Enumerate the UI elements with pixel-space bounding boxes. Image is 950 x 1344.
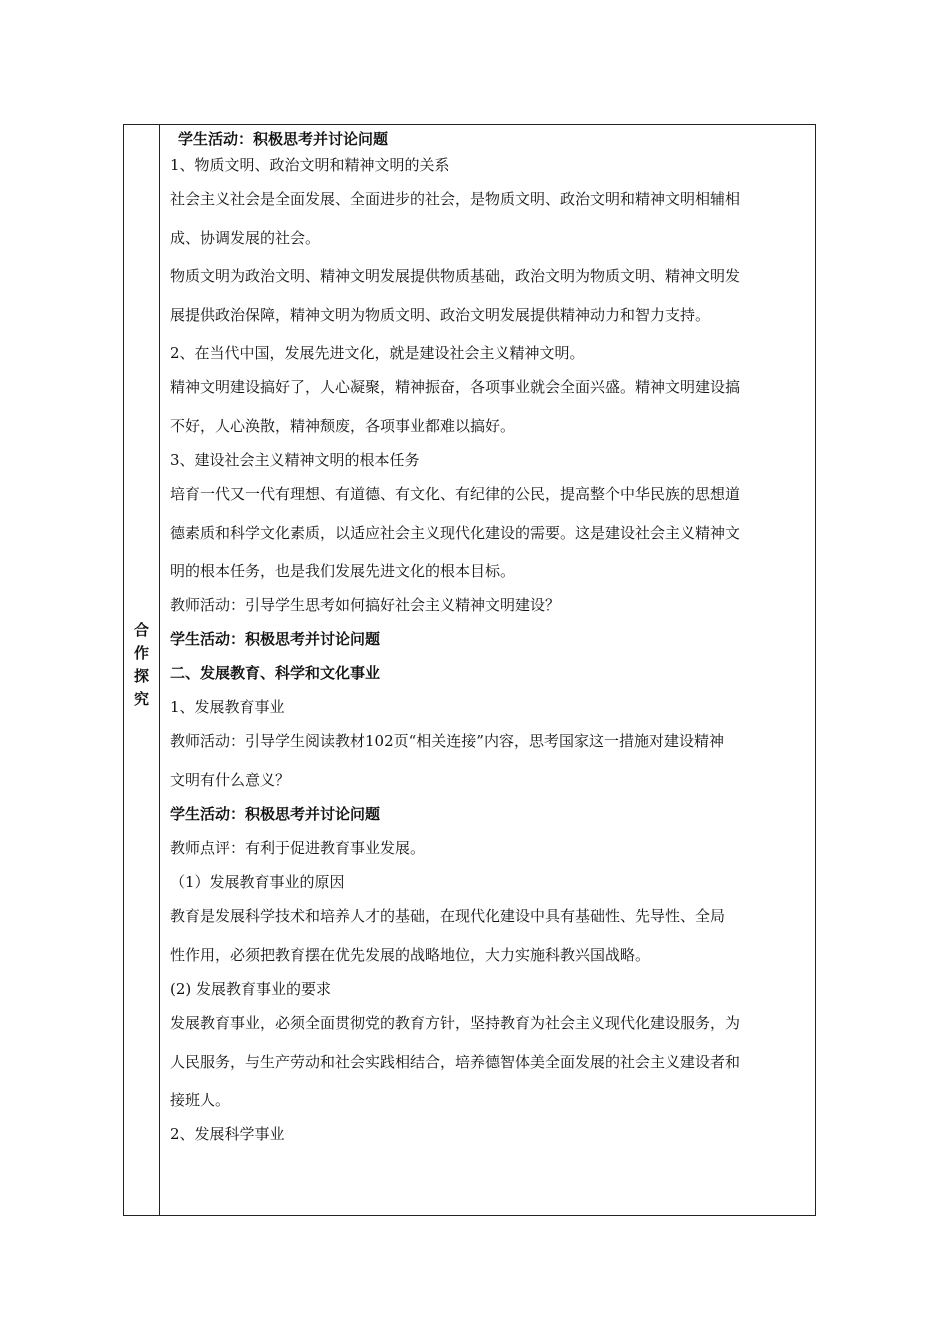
content-cell: [160, 125, 815, 1215]
paragraph-line: 培育一代又一代有理想、有道德、有文化、有纪律的公民，提高整个中华民族的思想道: [170, 485, 741, 503]
paragraph-line: 性作用，必须把教育摆在优先发展的战略地位，大力实施科教兴国战略。: [170, 946, 651, 964]
paragraph-line: 成、协调发展的社会。: [170, 229, 321, 247]
teacher-comment: 教师点评：有利于促进教育事业发展。: [170, 839, 426, 857]
subheading: 2、在当代中国，发展先进文化，就是建设社会主义精神文明。: [170, 344, 585, 362]
paragraph-line: 展提供政治保障，精神文明为物质文明、政治文明发展提供精神动力和智力支持。: [170, 306, 711, 324]
subheading: 1、发展教育事业: [170, 698, 285, 716]
paragraph-line: 发展教育事业，必须全面贯彻党的教育方针，坚持教育为社会主义现代化建设服务，为: [170, 1014, 741, 1032]
subheading: (2) 发展教育事业的要求: [170, 980, 332, 998]
subheading: （1）发展教育事业的原因: [170, 873, 345, 891]
paragraph-line: 物质文明为政治文明、精神文明发展提供物质基础，政治文明为物质文明、精神文明发: [170, 267, 741, 285]
paragraph-line: 精神文明建设搞好了，人心凝聚，精神振奋，各项事业就会全面兴盛。精神文明建设搞: [170, 378, 741, 396]
paragraph-line: 人民服务，与生产劳动和社会实践相结合，培养德智体美全面发展的社会主义建设者和: [170, 1053, 741, 1071]
teacher-activity: 教师活动：引导学生阅读教材102页“相关连接”内容，思考国家这一措施对建设精神: [170, 732, 724, 750]
activity-heading: 学生活动：积极思考并讨论问题: [170, 630, 381, 648]
subheading: 1、物质文明、政治文明和精神文明的关系: [170, 156, 450, 174]
subheading: 2、发展科学事业: [170, 1125, 285, 1143]
activity-heading: 学生活动：积极思考并讨论问题: [170, 805, 381, 823]
lesson-table: [123, 124, 816, 1216]
paragraph-line: 接班人。: [170, 1091, 231, 1109]
paragraph-line: 教育是发展科学技术和培养人才的基础，在现代化建设中具有基础性、先导性、全局: [170, 907, 726, 925]
subheading: 3、建设社会主义精神文明的根本任务: [170, 451, 420, 469]
activity-heading: 学生活动：积极思考并讨论问题: [178, 130, 389, 148]
section-heading: 二、发展教育、科学和文化事业: [170, 664, 381, 682]
paragraph-line: 明的根本任务，也是我们发展先进文化的根本目标。: [170, 562, 516, 580]
paragraph-line: 不好，人心涣散，精神颓废，各项事业都难以搞好。: [170, 417, 516, 435]
paragraph-line: 德素质和科学文化素质，以适应社会主义现代化建设的需要。这是建设社会主义精神文: [170, 524, 741, 542]
section-label: 合作探究: [133, 621, 149, 708]
paragraph-line: 文明有什么意义？: [170, 771, 291, 789]
section-label-cell: [124, 125, 160, 1215]
paragraph-line: 社会主义社会是全面发展、全面进步的社会，是物质文明、政治文明和精神文明相辅相: [170, 190, 741, 208]
teacher-activity: 教师活动：引导学生思考如何搞好社会主义精神文明建设？: [170, 596, 561, 614]
